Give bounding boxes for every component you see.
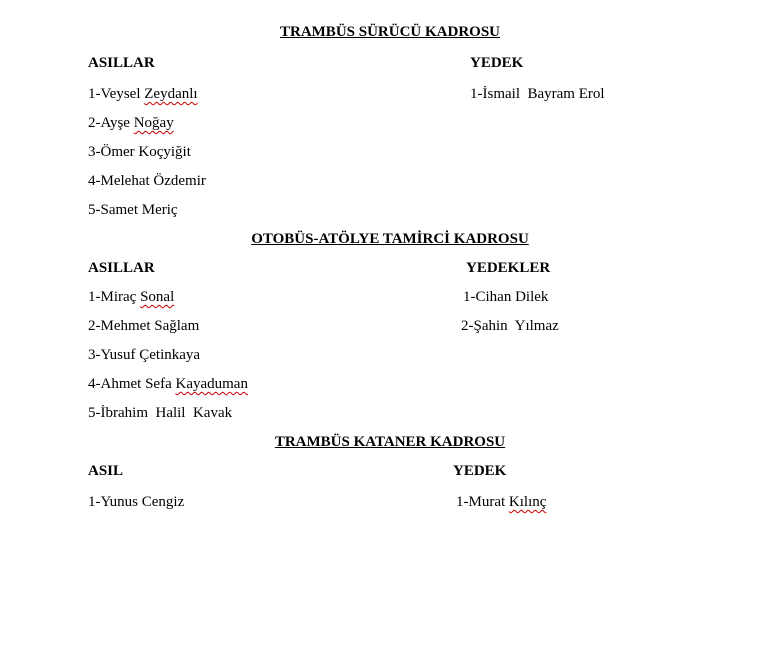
right-heading: YEDEK: [453, 463, 507, 479]
list-item: 1-Murat Kılınç: [456, 494, 547, 510]
list-item: 1-İsmail Bayram Erol: [470, 86, 605, 102]
list-item: 5-Samet Meriç: [88, 202, 178, 218]
list-item: 3-Yusuf Çetinkaya: [88, 347, 201, 363]
left-heading: ASIL: [88, 463, 124, 479]
list-item: 2-Mehmet Sağlam: [88, 318, 200, 334]
left-heading: ASILLAR: [88, 55, 155, 71]
list-item: 3-Ömer Koçyiğit: [88, 144, 191, 160]
section-title: TRAMBÜS SÜRÜCÜ KADROSU: [279, 24, 501, 40]
list-item: 1-Miraç Sonal: [88, 289, 175, 305]
section-title: TRAMBÜS KATANER KADROSU: [274, 434, 506, 450]
right-heading: YEDEKLER: [466, 260, 551, 276]
list-item: 4-Melehat Özdemir: [88, 173, 206, 189]
left-heading: ASILLAR: [88, 260, 155, 276]
list-item: 5-İbrahim Halil Kavak: [88, 405, 233, 421]
list-item: 1-Cihan Dilek: [463, 289, 549, 305]
right-heading: YEDEK: [470, 55, 524, 71]
section-title: OTOBÜS-ATÖLYE TAMİRCİ KADROSU: [251, 231, 529, 247]
list-item: 4-Ahmet Sefa Kayaduman: [88, 376, 248, 392]
list-item: 2-Ayşe Noğay: [88, 115, 174, 131]
list-item: 1-Veysel Zeydanlı: [88, 86, 198, 102]
list-item: 1-Yunus Cengiz: [88, 494, 185, 510]
list-item: 2-Şahin Yılmaz: [461, 318, 559, 334]
